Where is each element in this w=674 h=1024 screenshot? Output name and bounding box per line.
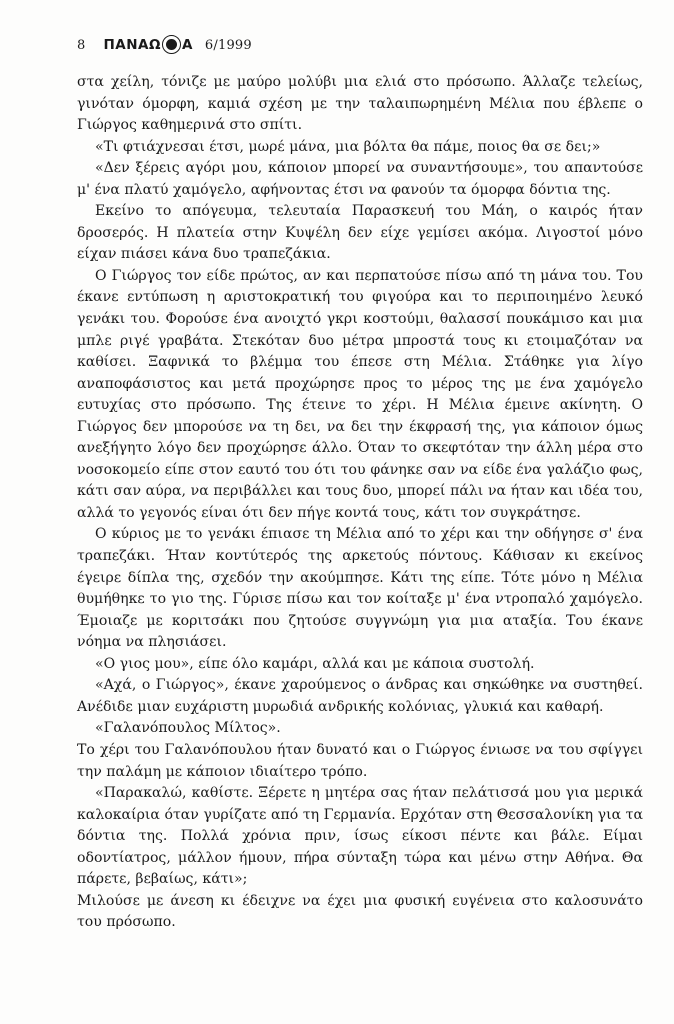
paragraph-7: «Ο γιος μου», είπε όλο καμάρι, αλλά και με κάποια συστολή. <box>95 655 535 672</box>
paragraph-1: στα χείλη, τόνιζε με μαύρο μολύβι μια ελιά στο πρόσωπο. Άλλαζε τελείως, γινόταν όμορφη, καμιά σχέση με την ταλαιπωρημένη Μέλια που έβλεπε ο Γιώργος καθημερινά στο σπίτι. <box>77 74 643 134</box>
issue-number: 6/1999 <box>204 37 252 53</box>
paragraph-2: «Τι φτιάχνεσαι έτσι, μωρέ μάνα, μια βόλτα θα πάμε, ποιος θα σε δει;» <box>95 138 601 155</box>
paragraph-10: Το χέρι του Γαλανόπουλου ήταν δυνατό και ο Γιώργος ένιωσε να του σφίγγει την παλάμη με κάποιον ιδιαίτερο τρόπο. <box>77 741 643 780</box>
paragraph-11: «Παρακαλώ, καθίστε. Ξέρετε η μητέρα σας ήταν πελάτισσά μου για μερικά καλοκαίρια όταν γυρίζατε από τη Γερμανία. Ερχόταν στη Θεσσαλονίκη για τα δόντια της. Πολλά χρόνια πριν, ίσως είκοσι πέντε και βάλε. Είμαι οδοντίατρος, μάλλον ήμουν, πήρα σύνταξη τώρα και μένω στην Αθήνα. Θα πάρετε, βεβαίως, κάτι»; <box>77 785 643 888</box>
logo-disc-icon <box>162 35 181 54</box>
paragraph-12: Μιλούσε με άνεση κι έδειχνε να έχει μια φυσική ευγένεια στο καλοσυνάτο του πρόσωπο. <box>77 892 643 931</box>
article-body <box>77 72 643 934</box>
page-header <box>77 34 252 56</box>
paragraph-3: «Δεν ξέρεις αγόρι μου, κάποιον μπορεί να συναντήσουμε», του απαντούσε μ' ένα πλατύ χαμόγελο, αφήνοντας έτσι να φανούν τα όμορφα δόντια της. <box>77 160 643 198</box>
paragraph-9: «Γαλανόπουλος Μίλτος». <box>95 720 281 737</box>
page-number: 8 <box>77 37 86 53</box>
paragraph-8: «Αχά, ο Γιώργος», έκανε χαρούμενος ο άνδρας και σηκώθηκε να συστηθεί. Ανέδιδε μιαν ευχάριστη μυρωδιά ανδρικής κολόνιας, γλυκιά και καθαρή. <box>77 677 643 715</box>
magazine-logo <box>103 36 192 55</box>
paragraph-4: Εκείνο το απόγευμα, τελευταία Παρασκευή του Μάη, ο καιρός ήταν δροσερός. Η πλατεία στην Κυψέλη δεν είχε γεμίσει ακόμα. Λιγοστοί μόνο είχαν πιάσει κάνα δυο τραπεζάκια. <box>77 203 643 263</box>
magazine-logo-right: Α <box>181 37 193 53</box>
magazine-logo-left: ΠΑΝΑΩ <box>103 37 161 53</box>
paragraph-5: Ο Γιώργος τον είδε πρώτος, αν και περπατούσε πίσω από τη μάνα του. Του έκανε εντύπωση η αριστοκρατική του φιγούρα και το περιποιημένο λευκό γενάκι του. Φορούσε ένα ανοιχτό γκρι κοστούμι, θαλασσί πουκάμισο και μια μπλε ριγέ γραβάτα. Στεκόταν δυο μέτρα μπροστά τους κι ετοιμαζόταν να καθίσει. Ξαφνικά το βλέμμα του έπεσε στη Μέλια. Στάθηκε για λίγο αναποφάσιστος και μετά προχώρησε προς το μέρος της με ένα χαμόγελο ευτυχίας στο πρόσωπο. Της έτεινε το χέρι. Η Μέλια έμεινε ακίνητη. Ο Γιώργος δεν μπορούσε να τη δει, να δει την έκφρασή της, για κάποιον όμως ανεξήγητο λόγο δεν προχώρησε άλλο. Όταν το σκεφτόταν την άλλη μέρα στο νοσοκομείο είπε στον εαυτό του ότι του φάνηκε σαν να είδε ένα γαλάζιο φως, κάτι σαν αύρα, να περιβάλλει και τους δυο, μπορεί πάλι να ήταν και ιδέα του, αλλά το γεγονός είναι ότι δεν πήγε κοντά τους, κάτι τον συγκράτησε. <box>77 267 643 521</box>
paragraph-6: Ο κύριος με το γενάκι έπιασε τη Μέλια από το χέρι και την οδήγησε σ' ένα τραπεζάκι. Ήταν κοντύτερός της αρκετούς πόντους. Κάθισαν κι εκείνος έγειρε δίπλα της, σχεδόν την ακούμπησε. Κάτι της είπε. Τότε μόνο η Μέλια θυμήθηκε το γιο της. Γύρισε πίσω και τον κοίταξε μ' ένα ντροπαλό χαμόγελο. Έμοιαζε με κοριτσάκι που ζητούσε συγγνώμη για μια αταξία. Του έκανε νόημα να πλησιάσει. <box>77 526 643 651</box>
